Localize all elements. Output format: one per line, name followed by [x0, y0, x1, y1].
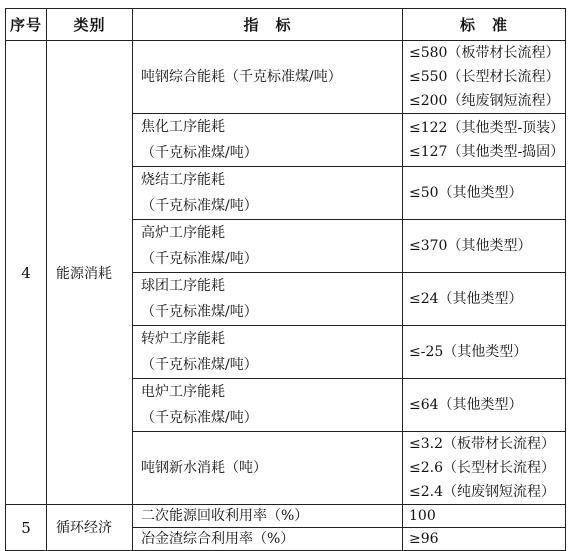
standard-line: ≤3.2（板带材长流程）	[409, 436, 555, 452]
standard-line: ≤2.4（纯废钢短流程）	[409, 484, 555, 500]
indicator-cell	[133, 220, 403, 273]
indicator-line: 电炉工序能耗	[141, 384, 225, 400]
standard-cell	[403, 114, 566, 167]
standard-line: ≥96	[409, 531, 439, 547]
indicator-cell	[133, 326, 403, 379]
header-no: 序号	[6, 9, 47, 41]
header-standard: 标 准	[403, 9, 566, 41]
indicator-line: （千克标准煤/吨）	[141, 410, 258, 426]
table-row	[6, 505, 566, 528]
indicator-line: 焦化工序能耗	[141, 119, 225, 135]
header-row	[6, 9, 566, 41]
standard-line: ≤370（其他类型）	[409, 238, 532, 254]
indicator-line: （千克标准煤/吨）	[141, 145, 258, 161]
group-category: 循环经济	[47, 505, 133, 551]
indicator-cell	[133, 167, 403, 220]
indicator-line: 吨钢综合能耗（千克标准煤/吨）	[141, 69, 342, 85]
standard-cell	[403, 220, 566, 273]
group-category: 能源消耗	[47, 41, 133, 505]
standards-table	[5, 8, 566, 551]
header-category: 类别	[47, 9, 133, 41]
standard-line: 100	[409, 508, 436, 524]
indicator-line: 吨钢新水消耗（吨）	[141, 460, 267, 476]
indicator-cell	[133, 41, 403, 114]
standard-cell	[403, 273, 566, 326]
standard-cell	[403, 41, 566, 114]
indicator-line: 高炉工序能耗	[141, 225, 225, 241]
group-number: 4	[6, 41, 47, 505]
indicator-cell	[133, 432, 403, 505]
indicator-line: 转炉工序能耗	[141, 331, 225, 347]
standard-line: ≤64（其他类型）	[409, 397, 523, 413]
standard-line: ≤-25（其他类型）	[409, 344, 528, 360]
standard-cell	[403, 326, 566, 379]
indicator-line: （千克标准煤/吨）	[141, 304, 258, 320]
indicator-cell	[133, 379, 403, 432]
indicator-line: （千克标准煤/吨）	[141, 251, 258, 267]
indicator-line: （千克标准煤/吨）	[141, 357, 258, 373]
standard-cell	[403, 432, 566, 505]
indicator-cell	[133, 528, 403, 551]
standard-line: ≤24（其他类型）	[409, 291, 523, 307]
standard-line: ≤50（其他类型）	[409, 185, 523, 201]
group-number: 5	[6, 505, 47, 551]
standard-line: ≤550（长型材长流程）	[409, 69, 560, 85]
standard-line: ≤127（其他类型-捣固）	[409, 144, 565, 160]
standard-line: ≤580（板带材长流程）	[409, 45, 560, 61]
standard-line: ≤200（纯废钢短流程）	[409, 93, 560, 109]
indicator-cell	[133, 273, 403, 326]
indicator-line: 球团工序能耗	[141, 278, 225, 294]
standard-cell	[403, 167, 566, 220]
indicator-line: （千克标准煤/吨）	[141, 198, 258, 214]
standard-line: ≤2.6（长型材长流程）	[409, 460, 555, 476]
indicator-line: 二次能源回收利用率（%）	[141, 508, 309, 524]
indicator-line: 冶金渣综合利用率（%）	[141, 531, 295, 547]
standard-cell	[403, 379, 566, 432]
standard-cell	[403, 528, 566, 551]
table-row	[6, 41, 566, 114]
standard-line: ≤122（其他类型-顶装）	[409, 120, 565, 136]
standard-cell	[403, 505, 566, 528]
indicator-cell	[133, 114, 403, 167]
indicator-cell	[133, 505, 403, 528]
indicator-line: 烧结工序能耗	[141, 172, 225, 188]
header-indicator: 指 标	[133, 9, 403, 41]
